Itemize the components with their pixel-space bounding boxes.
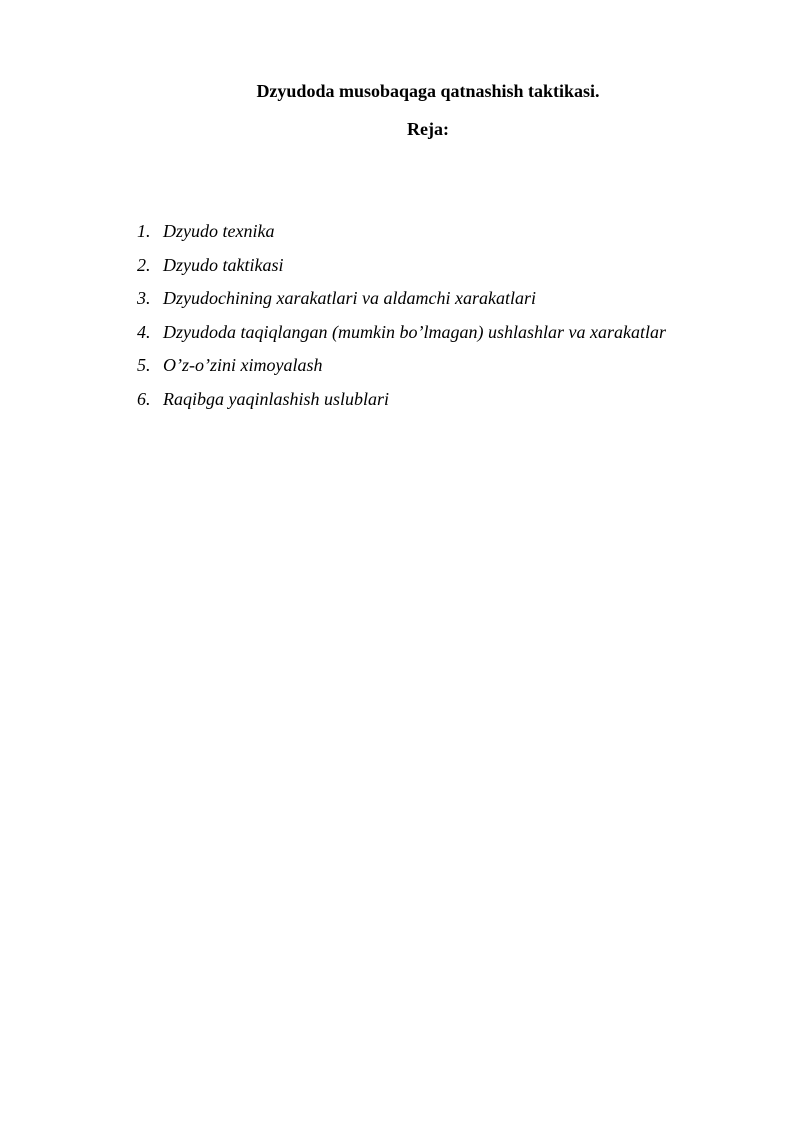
plan-item-number: 5.	[137, 355, 151, 376]
plan-item-text: Raqibga yaqinlashish uslublari	[163, 388, 390, 409]
plan-item-text: Dzyudoda taqiqlangan (mumkin bo’lmagan) ushlashlar va xarakatlar	[163, 321, 666, 342]
plan-item-number: 3.	[137, 288, 151, 309]
plan-item-text: Dzyudo taktikasi	[163, 254, 284, 275]
plan-item-text: O’z-o’zini ximoyalash	[163, 355, 323, 376]
plan-item	[137, 285, 666, 311]
plan-item	[137, 352, 666, 378]
plan-heading: Reja:	[407, 119, 449, 139]
plan-item	[137, 386, 666, 412]
plan-item	[137, 319, 666, 345]
plan-item-number: 2.	[137, 254, 151, 275]
document-title: Dzyudoda musobaqaga qatnashish taktikasi.	[256, 81, 600, 101]
plan-item-text: Dzyudo texnika	[163, 221, 275, 241]
plan-list	[137, 218, 666, 420]
plan-item	[137, 252, 666, 278]
plan-item	[137, 218, 666, 244]
plan-item-number: 4.	[137, 321, 151, 342]
plan-item-number: 1.	[137, 221, 151, 241]
plan-item-text: Dzyudochining xarakatlari va aldamchi xarakatlari	[163, 288, 536, 309]
plan-item-number: 6.	[137, 388, 151, 409]
